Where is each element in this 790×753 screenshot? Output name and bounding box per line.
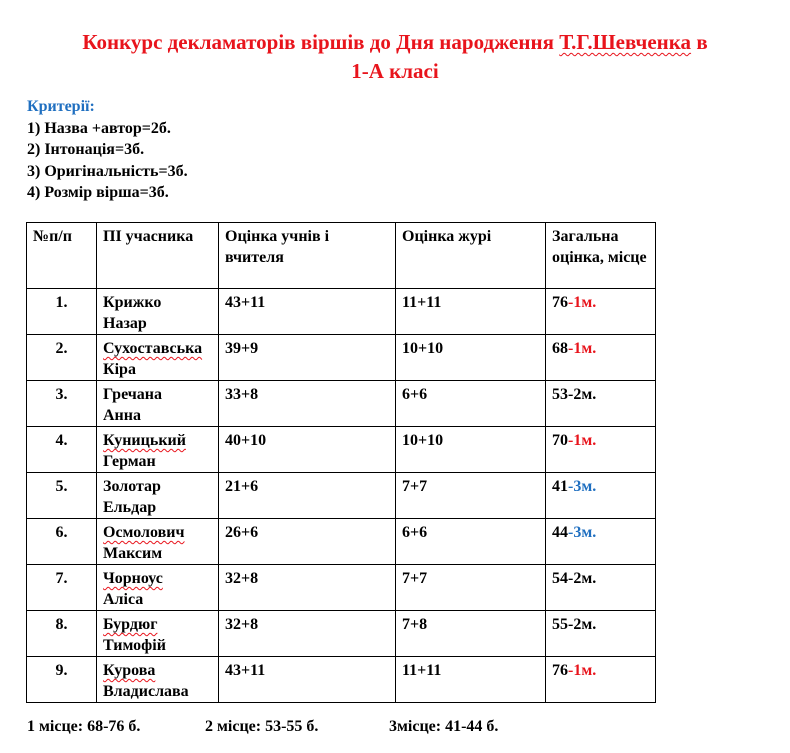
score-separator: - xyxy=(568,340,574,357)
score-separator: - xyxy=(568,294,574,311)
table-row xyxy=(27,565,656,611)
place-label: 1м. xyxy=(573,340,597,357)
criteria-block xyxy=(27,96,188,204)
table-header-row xyxy=(27,223,656,289)
row-number: 1. xyxy=(27,289,97,335)
students-score: 26+6 xyxy=(219,519,396,565)
total-and-place xyxy=(546,381,656,427)
row-number: 6. xyxy=(27,519,97,565)
jury-score: 7+8 xyxy=(396,611,546,657)
participant-surname: Золотар xyxy=(103,478,161,495)
jury-score: 7+7 xyxy=(396,565,546,611)
students-score: 43+11 xyxy=(219,289,396,335)
row-number: 2. xyxy=(27,335,97,381)
total-and-place xyxy=(546,565,656,611)
criteria-item: 4) Розмір вірша=3б. xyxy=(27,184,169,201)
jury-score: 6+6 xyxy=(396,381,546,427)
participant-surname: Бурдюг xyxy=(103,616,158,633)
row-number: 3. xyxy=(27,381,97,427)
participant-firstname: Ельдар xyxy=(103,499,157,516)
table-row xyxy=(27,657,656,703)
title-line-2: 1-А класі xyxy=(351,59,439,83)
participant-name xyxy=(97,657,219,703)
second-place-range: 2 місце: 53-55 б. xyxy=(205,718,319,735)
score-separator: - xyxy=(568,432,574,449)
place-label: 1м. xyxy=(573,294,597,311)
students-score: 40+10 xyxy=(219,427,396,473)
participant-firstname: Анна xyxy=(103,407,141,424)
participant-surname: Сухоставська xyxy=(103,340,203,357)
total-score: 76 xyxy=(552,662,568,679)
total-score: 44 xyxy=(552,524,568,541)
header-participant: ПІ учасника xyxy=(97,223,219,289)
students-score: 32+8 xyxy=(219,611,396,657)
title-suffix: в xyxy=(691,30,708,54)
place-label: 2м. xyxy=(573,616,597,633)
total-score: 41 xyxy=(552,478,568,495)
title-prefix: Конкурс декламаторів віршів до Дня народження xyxy=(82,30,560,54)
participant-name xyxy=(97,335,219,381)
jury-score: 10+10 xyxy=(396,335,546,381)
participant-surname: Куницький xyxy=(103,432,186,449)
place-label: 1м. xyxy=(573,432,597,449)
table-row xyxy=(27,289,656,335)
title-name: Т.Г.Шевченка xyxy=(559,30,692,54)
header-total-place: Загальна оцінка, місце xyxy=(546,223,656,289)
score-separator: - xyxy=(568,524,574,541)
participant-name xyxy=(97,519,219,565)
participant-name xyxy=(97,611,219,657)
jury-score: 11+11 xyxy=(396,289,546,335)
students-score: 21+6 xyxy=(219,473,396,519)
total-score: 68 xyxy=(552,340,568,357)
students-score: 33+8 xyxy=(219,381,396,427)
table-row xyxy=(27,473,656,519)
total-and-place xyxy=(546,657,656,703)
participant-name xyxy=(97,381,219,427)
jury-score: 6+6 xyxy=(396,519,546,565)
students-score: 32+8 xyxy=(219,565,396,611)
total-score: 55 xyxy=(552,616,568,633)
participant-firstname: Владислава xyxy=(103,683,189,700)
total-and-place xyxy=(546,611,656,657)
students-score: 43+11 xyxy=(219,657,396,703)
participant-surname: Крижко xyxy=(103,294,162,311)
participant-firstname: Герман xyxy=(103,453,156,470)
row-number: 4. xyxy=(27,427,97,473)
title-line-1 xyxy=(0,28,790,57)
total-and-place xyxy=(546,427,656,473)
participant-name xyxy=(97,565,219,611)
total-and-place xyxy=(546,289,656,335)
participant-firstname: Максим xyxy=(103,545,163,562)
results-table xyxy=(26,222,656,703)
place-label: 1м. xyxy=(573,662,597,679)
total-and-place xyxy=(546,473,656,519)
first-place-range: 1 місце: 68-76 б. xyxy=(27,718,141,735)
total-and-place xyxy=(546,335,656,381)
students-score: 39+9 xyxy=(219,335,396,381)
participant-surname: Гречана xyxy=(103,386,163,403)
criteria-heading: Критерії: xyxy=(27,98,95,115)
score-separator: - xyxy=(568,662,574,679)
header-students-score: Оцінка учнів і вчителя xyxy=(219,223,396,289)
participant-name xyxy=(97,473,219,519)
score-separator: - xyxy=(568,478,574,495)
third-place-range: 3місце: 41-44 б. xyxy=(389,718,499,735)
participant-firstname: Кіра xyxy=(103,361,136,378)
header-number: №п/п xyxy=(27,223,97,289)
place-label: 3м. xyxy=(573,524,597,541)
participant-surname: Курова xyxy=(103,662,156,679)
score-separator: - xyxy=(568,616,574,633)
score-separator: - xyxy=(568,386,574,403)
row-number: 8. xyxy=(27,611,97,657)
total-score: 54 xyxy=(552,570,568,587)
participant-firstname: Аліса xyxy=(103,591,144,608)
table-row xyxy=(27,335,656,381)
place-label: 2м. xyxy=(573,570,597,587)
table-row xyxy=(27,381,656,427)
criteria-item: 1) Назва +автор=2б. xyxy=(27,119,171,137)
header-jury-score: Оцінка журі xyxy=(396,223,546,289)
total-and-place xyxy=(546,519,656,565)
criteria-item: 3) Оригінальність=3б. xyxy=(27,162,188,180)
participant-firstname: Тимофій xyxy=(103,637,166,654)
document-title xyxy=(0,28,790,86)
participant-surname: Осмолович xyxy=(103,524,185,541)
place-label: 2м. xyxy=(573,386,597,403)
total-score: 76 xyxy=(552,294,568,311)
table-row xyxy=(27,519,656,565)
total-score: 53 xyxy=(552,386,568,403)
criteria-item: 2) Інтонація=3б. xyxy=(27,141,145,158)
jury-score: 11+11 xyxy=(396,657,546,703)
jury-score: 7+7 xyxy=(396,473,546,519)
total-score: 70 xyxy=(552,432,568,449)
table-row xyxy=(27,427,656,473)
participant-firstname: Назар xyxy=(103,315,147,332)
participant-name xyxy=(97,427,219,473)
table-row xyxy=(27,611,656,657)
score-separator: - xyxy=(568,570,574,587)
jury-score: 10+10 xyxy=(396,427,546,473)
row-number: 5. xyxy=(27,473,97,519)
row-number: 7. xyxy=(27,565,97,611)
participant-surname: Чорноус xyxy=(103,570,163,587)
row-number: 9. xyxy=(27,657,97,703)
participant-name xyxy=(97,289,219,335)
place-label: 3м. xyxy=(573,478,597,495)
